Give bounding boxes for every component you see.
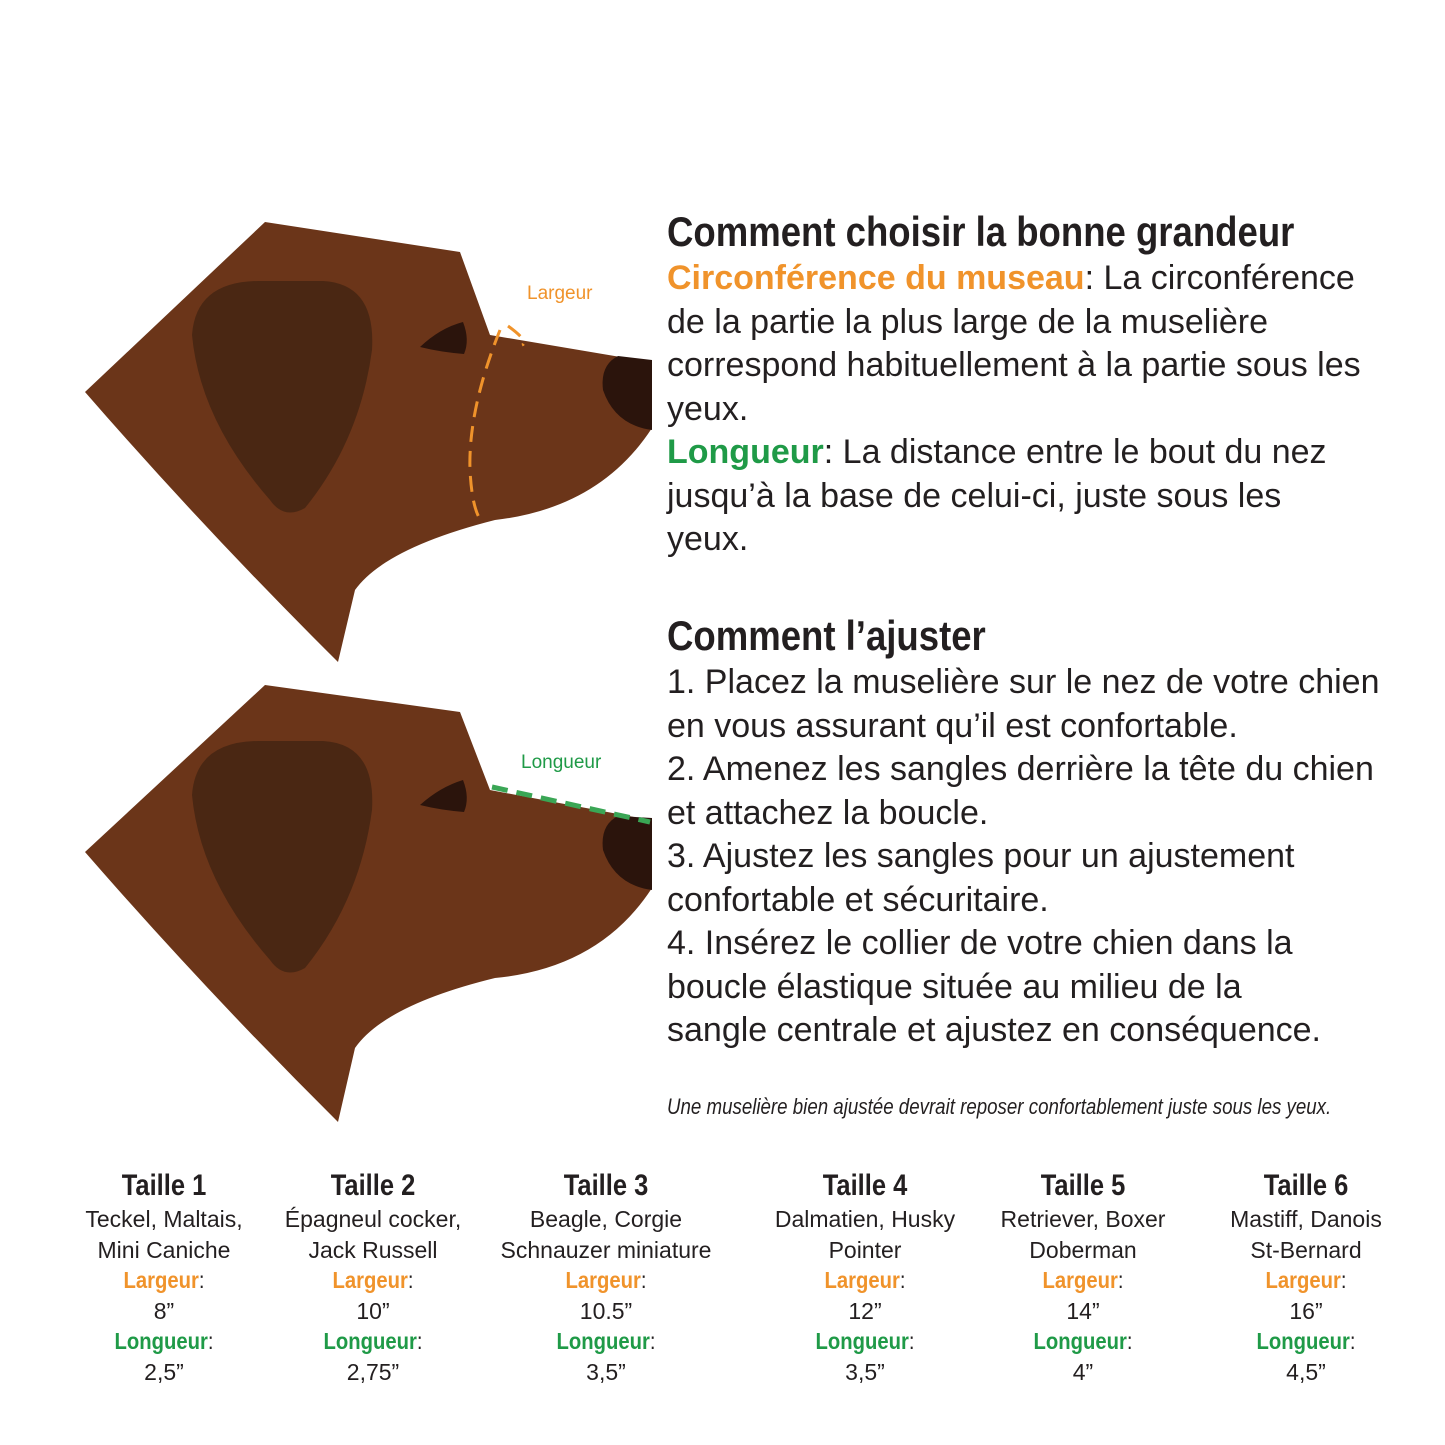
length-key-label: Longueur — [114, 1328, 208, 1354]
size-breeds-2: Jack Russell — [308, 1236, 438, 1263]
size-guide-section — [667, 207, 1437, 562]
length-text-2: jusqu’à la base de celui-ci, juste sous les — [667, 476, 1282, 515]
size-title: Taille 3 — [563, 1169, 649, 1202]
size-column — [243, 1168, 503, 1387]
length-value: 3,5” — [586, 1358, 626, 1385]
size-title: Taille 2 — [330, 1169, 416, 1202]
width-key-label: Largeur — [123, 1267, 199, 1293]
size-column — [1176, 1168, 1436, 1387]
size-breeds-1: Retriever, Boxer — [1000, 1206, 1166, 1232]
fit-guide-title: Comment l’ajuster — [667, 612, 986, 659]
width-value: 8” — [153, 1297, 175, 1324]
length-key: Longueur: — [1256, 1328, 1356, 1354]
length-label: Longueur — [521, 752, 602, 773]
width-key: Largeur: — [824, 1267, 906, 1293]
length-key-label: Longueur — [815, 1328, 909, 1354]
width-key-label: Largeur — [1265, 1267, 1341, 1293]
size-breeds-1: Dalmatien, Husky — [774, 1206, 956, 1232]
size-breeds-2: St-Bernard — [1250, 1236, 1362, 1263]
width-value: 10.5” — [579, 1297, 633, 1324]
fit-step-line: sangle centrale et ajustez en conséquence. — [667, 1011, 1322, 1049]
dog-head-width-illustration — [0, 210, 660, 670]
dog-head-length-illustration — [0, 680, 660, 1130]
size-breeds-1: Beagle, Corgie — [529, 1206, 683, 1232]
fit-step-line: confortable et sécuritaire. — [667, 880, 1049, 919]
width-key: Largeur: — [565, 1267, 647, 1293]
length-text-3: yeux. — [667, 520, 749, 558]
circumference-text-4: yeux. — [667, 389, 749, 428]
width-key: Largeur: — [1042, 1267, 1124, 1293]
width-key-label: Largeur — [1042, 1267, 1118, 1293]
width-key: Largeur: — [1265, 1267, 1347, 1293]
length-text-1: : La distance entre le bout du nez — [823, 433, 1327, 471]
fit-step-line: 3. Ajustez les sangles pour un ajustement — [667, 837, 1295, 875]
length-value: 4,5” — [1286, 1358, 1326, 1385]
width-key: Largeur: — [332, 1267, 414, 1293]
fit-note: Une muselière bien ajustée devrait reposer confortablement juste sous les yeux. — [667, 1094, 1332, 1119]
length-key-label: Longueur — [1256, 1328, 1350, 1354]
length-key: Longueur: — [1033, 1328, 1133, 1354]
size-breeds-2: Pointer — [828, 1236, 902, 1263]
size-guide-title: Comment choisir la bonne grandeur — [667, 208, 1295, 255]
length-key: Longueur: — [815, 1328, 915, 1354]
length-paragraph — [667, 431, 1437, 562]
length-key-label: Longueur — [323, 1328, 417, 1354]
length-key-label: Longueur — [556, 1328, 650, 1354]
width-value: 14” — [1066, 1297, 1100, 1324]
size-breeds-1: Épagneul cocker, — [284, 1206, 462, 1232]
width-key-label: Largeur — [332, 1267, 408, 1293]
fit-guide-section — [667, 611, 1437, 1053]
length-term: Longueur — [667, 433, 824, 471]
fit-steps — [667, 661, 1437, 1053]
length-key-label: Longueur — [1033, 1328, 1127, 1354]
size-column — [476, 1168, 736, 1387]
fit-step-line: 2. Amenez les sangles derrière la tête du chien — [667, 750, 1374, 788]
length-value: 2,75” — [346, 1358, 400, 1385]
width-key-label: Largeur — [824, 1267, 900, 1293]
fit-step-line: 1. Placez la muselière sur le nez de votre chien — [667, 663, 1380, 701]
length-key: Longueur: — [114, 1328, 214, 1354]
fit-step-line: boucle élastique située au milieu de la — [667, 967, 1242, 1006]
circumference-text-1: : La circonférence — [1084, 259, 1355, 297]
size-breeds-1: Mastiff, Danois — [1230, 1206, 1382, 1232]
length-key: Longueur: — [556, 1328, 656, 1354]
size-title: Taille 4 — [822, 1169, 908, 1202]
width-label: Largeur — [527, 283, 593, 304]
width-value: 10” — [356, 1297, 390, 1324]
circumference-term: Circonférence du museau — [667, 259, 1085, 297]
length-value: 2,5” — [144, 1358, 184, 1385]
circumference-text-2: de la partie la plus large de la muselière — [667, 302, 1269, 341]
size-title: Taille 6 — [1263, 1169, 1349, 1202]
size-title: Taille 1 — [121, 1169, 207, 1202]
size-column — [953, 1168, 1213, 1387]
circumference-text-3: correspond habituellement à la partie sous les — [667, 346, 1361, 384]
width-key-label: Largeur — [565, 1267, 641, 1293]
size-breeds-2: Mini Caniche — [97, 1236, 231, 1263]
size-breeds-1: Teckel, Maltais, — [85, 1206, 243, 1232]
fit-step-line: et attachez la boucle. — [667, 793, 989, 832]
fit-step-line: 4. Insérez le collier de votre chien dans la — [667, 924, 1293, 962]
width-value: 12” — [848, 1297, 882, 1324]
width-value: 16” — [1289, 1297, 1323, 1324]
size-title: Taille 5 — [1040, 1169, 1126, 1202]
size-breeds-2: Doberman — [1029, 1236, 1137, 1263]
size-breeds-2: Schnauzer miniature — [500, 1236, 712, 1263]
length-value: 4” — [1072, 1358, 1094, 1385]
length-value: 3,5” — [845, 1358, 885, 1385]
circumference-paragraph — [667, 257, 1437, 431]
width-key: Largeur: — [123, 1267, 205, 1293]
fit-step-line: en vous assurant qu’il est confortable. — [667, 706, 1238, 745]
length-key: Longueur: — [323, 1328, 423, 1354]
size-table — [0, 1168, 1445, 1408]
